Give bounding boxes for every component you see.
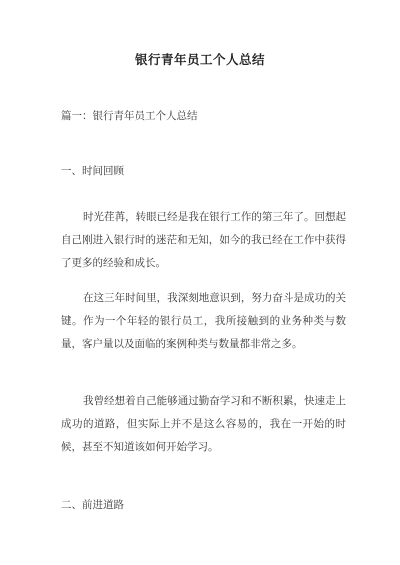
- paragraph-3-text: 我曾经想着自己能够通过勤奋学习和不断积累，快速走上成功的道路，但实际上并不是这么容易的，我在一开始的时候，甚至不知道该如何开始学习。: [61, 395, 346, 453]
- section-heading-2: 二、前进道路: [61, 499, 124, 511]
- document-title: 银行青年员工个人总结: [134, 52, 265, 67]
- section-heading-1: 一、时间回顾: [61, 165, 124, 177]
- subheading: 篇一：银行青年员工个人总结: [61, 110, 198, 122]
- paragraph-3: [61, 390, 346, 459]
- paragraph-1-text: 时光荏苒，转眼已经是我在银行工作的第三年了。回想起自己刚进入银行时的迷茫和无知，如今的我已经在工作中获得了更多的经验和成长。: [61, 211, 346, 269]
- paragraph-1: [61, 206, 346, 275]
- paragraph-2-text: 在这三年时间里，我深刻地意识到，努力奋斗是成功的关键。作为一个年轻的银行员工，我所接触到的业务种类与数量，客户量以及面临的案例种类与数量都非常之多。: [61, 292, 346, 350]
- paragraph-2: [61, 287, 346, 356]
